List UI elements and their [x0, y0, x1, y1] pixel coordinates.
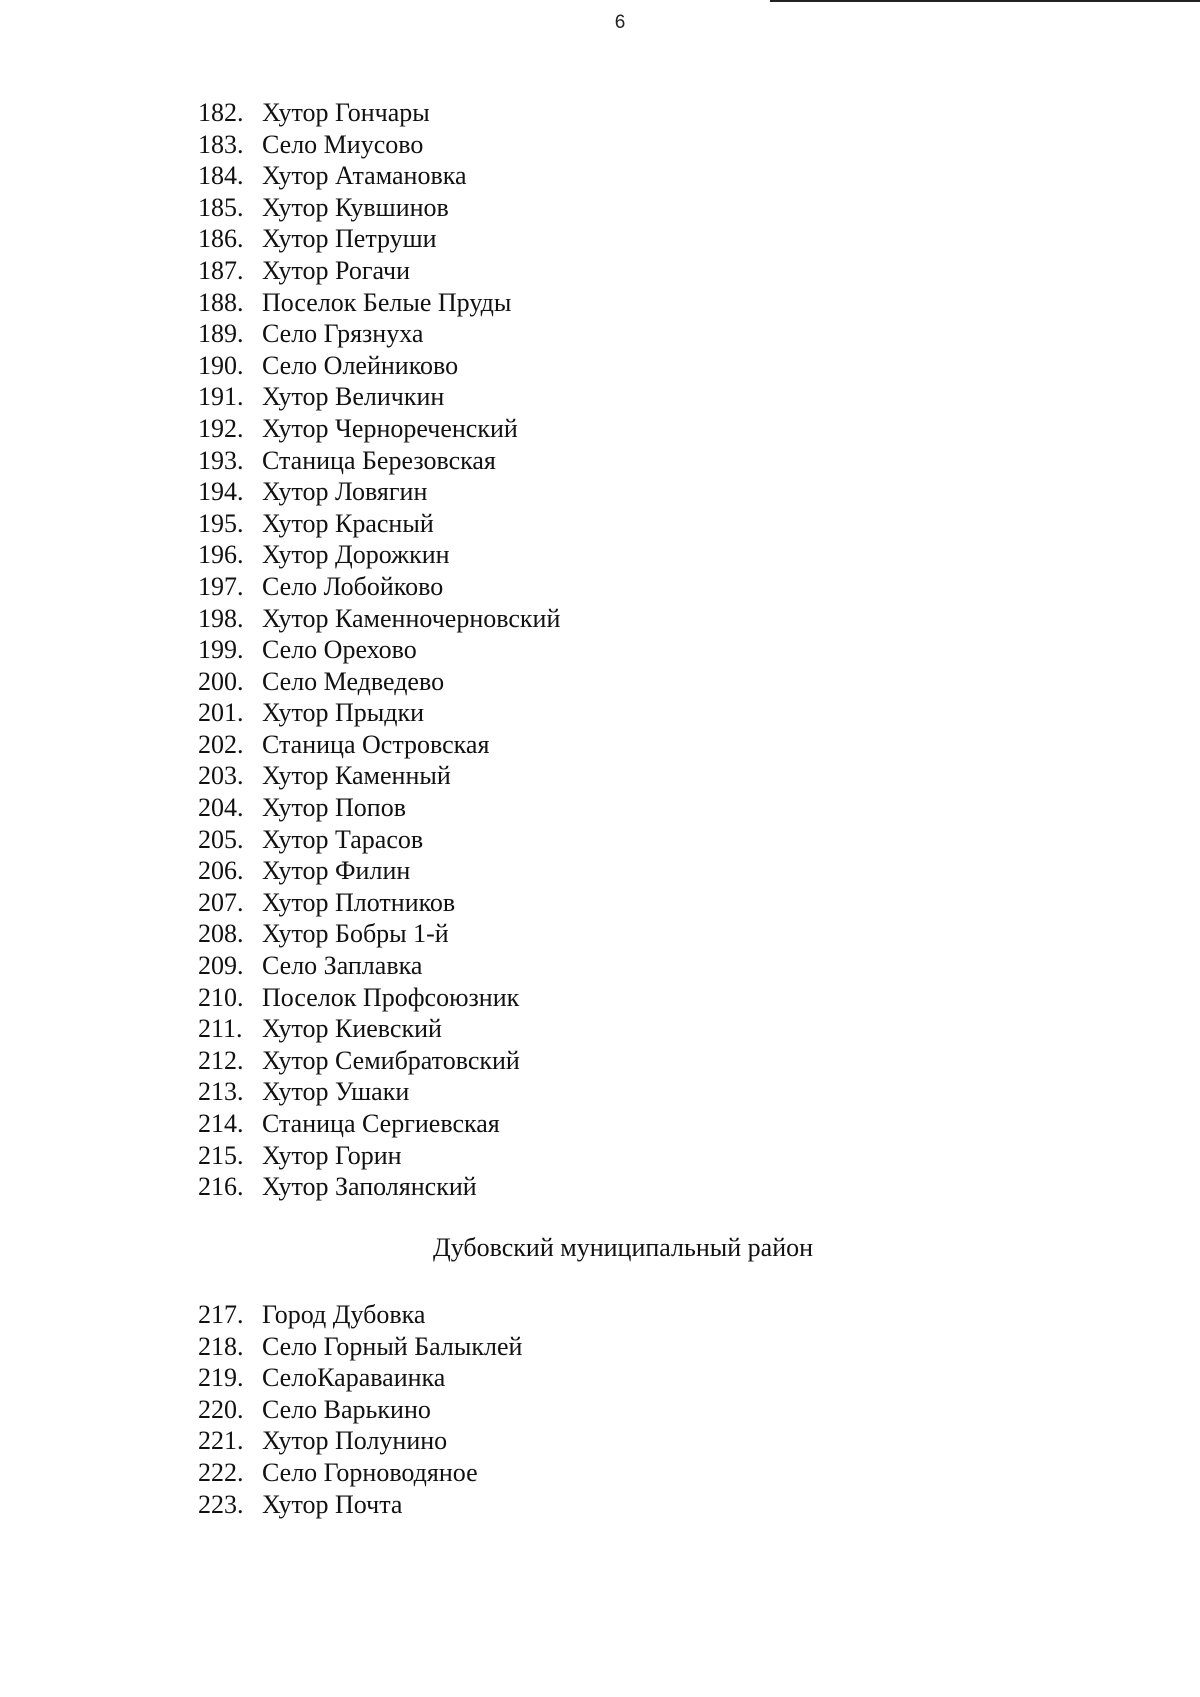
- list-item: [198, 950, 560, 982]
- list-item: [198, 1140, 560, 1172]
- item-number: 212.: [198, 1045, 244, 1075]
- list-item: [198, 918, 560, 950]
- list-item: [198, 1362, 522, 1394]
- item-number: 213.: [198, 1077, 244, 1107]
- settlement-name: Хутор Красный: [262, 508, 434, 538]
- settlement-name: Село Грязнуха: [262, 319, 424, 349]
- item-number: 210.: [198, 982, 244, 1012]
- settlement-name: Село Горный Балыклей: [262, 1331, 523, 1361]
- settlement-name: Село Заплавка: [262, 951, 423, 981]
- list-item: [198, 129, 560, 161]
- list-item: [198, 1013, 560, 1045]
- item-number: 190.: [198, 350, 244, 380]
- list-item: [198, 666, 560, 698]
- settlement-list-dubovsky: [198, 1299, 522, 1520]
- item-number: 183.: [198, 129, 244, 159]
- list-item: [198, 1489, 522, 1521]
- scan-top-rule: [770, 0, 1200, 2]
- settlement-name: Хутор Тарасов: [262, 824, 424, 854]
- list-item: [198, 982, 560, 1014]
- item-number: 219.: [198, 1363, 244, 1393]
- item-number: 191.: [198, 382, 244, 412]
- list-item: [198, 824, 560, 856]
- list-item: [198, 413, 560, 445]
- settlement-name: Село Лобойково: [262, 571, 444, 601]
- item-number: 215.: [198, 1140, 244, 1170]
- settlement-name: Город Дубовка: [262, 1300, 426, 1329]
- item-number: 195.: [198, 508, 244, 538]
- item-number: 198.: [198, 603, 244, 633]
- item-number: 188.: [198, 287, 244, 317]
- item-number: 201.: [198, 698, 244, 728]
- list-item: [198, 697, 560, 729]
- item-number: 187.: [198, 255, 244, 285]
- item-number: 193.: [198, 445, 244, 475]
- settlement-name: Хутор Заполянский: [262, 1172, 477, 1202]
- settlement-name: Хутор Величкин: [262, 382, 445, 412]
- settlement-name: Поселок Профсоюзник: [262, 982, 520, 1012]
- item-number: 200.: [198, 666, 244, 696]
- item-number: 203.: [198, 761, 244, 791]
- list-item: [198, 287, 560, 319]
- item-number: 208.: [198, 919, 244, 949]
- list-item: [198, 760, 560, 792]
- item-number: 220.: [198, 1394, 244, 1424]
- settlement-name: Хутор Каменный: [262, 761, 451, 791]
- settlement-name: Станица Березовская: [262, 445, 496, 475]
- list-item: [198, 508, 560, 540]
- list-item: [198, 1171, 560, 1203]
- item-number: 199.: [198, 635, 244, 665]
- item-number: 184.: [198, 161, 244, 191]
- list-item: [198, 1457, 522, 1489]
- list-item: [198, 1331, 522, 1363]
- list-item: [198, 160, 560, 192]
- settlement-name: Хутор Гончары: [262, 98, 430, 127]
- item-number: 209.: [198, 951, 244, 981]
- settlement-name: Станица Сергиевская: [262, 1109, 500, 1138]
- settlement-name: Хутор Кувшинов: [262, 192, 449, 222]
- settlement-list: [198, 97, 560, 1203]
- list-item: [198, 1394, 522, 1426]
- item-number: 222.: [198, 1457, 244, 1487]
- settlement-name: Село Медведево: [262, 666, 445, 696]
- item-number: 205.: [198, 824, 244, 854]
- item-number: 221.: [198, 1426, 244, 1456]
- item-number: 202.: [198, 729, 244, 759]
- settlement-name: Хутор Каменночерновский: [262, 603, 561, 633]
- settlement-name: Село Орехово: [262, 635, 417, 665]
- list-item: [198, 1108, 560, 1140]
- list-item: [198, 729, 560, 761]
- settlement-name: Хутор Киевский: [262, 1014, 442, 1044]
- item-number: 204.: [198, 793, 244, 823]
- list-item: [198, 887, 560, 919]
- item-number: 216.: [198, 1172, 244, 1202]
- list-item: [198, 634, 560, 666]
- list-item: [198, 223, 560, 255]
- settlement-name: Хутор Филин: [262, 856, 411, 886]
- item-number: 197.: [198, 571, 244, 601]
- settlement-name: СелоКараваинка: [262, 1363, 446, 1393]
- settlement-name: Село Горноводяное: [262, 1457, 478, 1487]
- settlement-name: Хутор Ловягин: [262, 477, 428, 507]
- item-number: 214.: [198, 1109, 244, 1138]
- item-number: 192.: [198, 413, 244, 443]
- settlement-name: Хутор Семибратовский: [262, 1045, 520, 1075]
- item-number: 218.: [198, 1331, 244, 1361]
- settlement-name: Хутор Дорожкин: [262, 540, 450, 570]
- settlement-name: Хутор Полунино: [262, 1426, 448, 1456]
- settlement-name: Хутор Петруши: [262, 224, 437, 254]
- list-item: [198, 192, 560, 224]
- list-item: [198, 1076, 560, 1108]
- item-number: 206.: [198, 856, 244, 886]
- list-item: [198, 97, 560, 129]
- list-item: [198, 476, 560, 508]
- settlement-name: Хутор Горин: [262, 1140, 402, 1170]
- list-item: [198, 855, 560, 887]
- list-item: [198, 792, 560, 824]
- item-number: 223.: [198, 1489, 244, 1519]
- item-number: 185.: [198, 192, 244, 222]
- item-number: 182.: [198, 98, 244, 127]
- settlement-name: Поселок Белые Пруды: [262, 287, 512, 317]
- list-item: [198, 350, 560, 382]
- list-item: [198, 381, 560, 413]
- settlement-name: Хутор Плотников: [262, 887, 456, 917]
- item-number: 211.: [198, 1014, 243, 1044]
- list-item: [198, 445, 560, 477]
- list-item: [198, 1045, 560, 1077]
- settlement-name: Хутор Почта: [262, 1489, 403, 1519]
- item-number: 194.: [198, 477, 244, 507]
- settlement-name: Хутор Рогачи: [262, 255, 410, 285]
- page-number: 6: [614, 12, 626, 33]
- settlement-name: Село Олейниково: [262, 350, 459, 380]
- list-item: [198, 1425, 522, 1457]
- item-number: 189.: [198, 319, 244, 349]
- settlement-name: Хутор Бобры 1-й: [262, 919, 449, 949]
- list-item: [198, 539, 560, 571]
- settlement-name: Хутор Попов: [262, 793, 406, 823]
- list-item: [198, 571, 560, 603]
- settlement-name: Село Миусово: [262, 129, 424, 159]
- settlement-name: Хутор Прыдки: [262, 698, 425, 728]
- list-item: [198, 1299, 522, 1331]
- settlement-name: Станица Островская: [262, 729, 490, 759]
- settlement-name: Село Варькино: [262, 1394, 431, 1424]
- settlement-name: Хутор Ушаки: [262, 1077, 410, 1107]
- section-heading: Дубовский муниципальный район: [433, 1233, 814, 1262]
- settlement-name: Хутор Чернореченский: [262, 413, 518, 443]
- item-number: 207.: [198, 887, 244, 917]
- item-number: 196.: [198, 540, 244, 570]
- item-number: 217.: [198, 1300, 244, 1329]
- settlement-name: Хутор Атамановка: [262, 161, 467, 191]
- list-item: [198, 255, 560, 287]
- list-item: [198, 603, 560, 635]
- item-number: 186.: [198, 224, 244, 254]
- list-item: [198, 318, 560, 350]
